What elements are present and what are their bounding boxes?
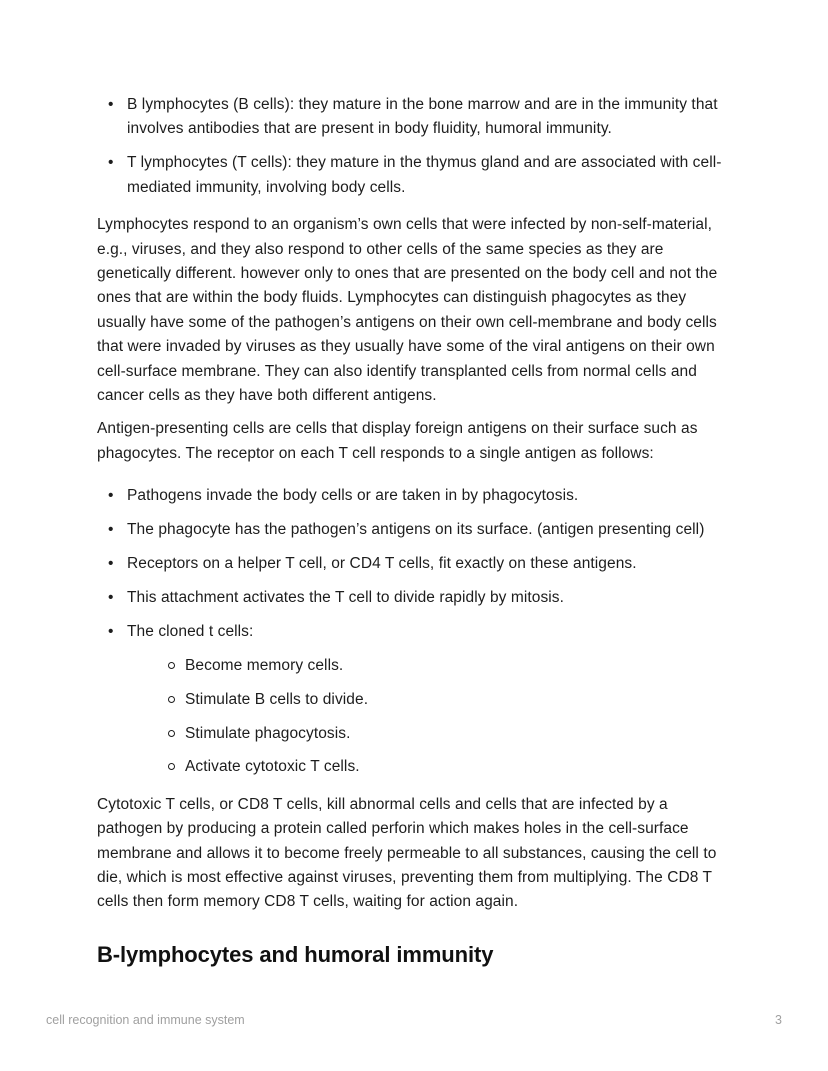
page-footer bbox=[46, 1011, 782, 1029]
spacer bbox=[97, 475, 729, 484]
hollow-bullet-icon bbox=[168, 730, 175, 737]
hollow-bullet-icon bbox=[168, 662, 175, 669]
list-item-text: This attachment activates the T cell to divide rapidly by mitosis. bbox=[127, 588, 565, 606]
paragraph-antigen-presenting: Antigen-presenting cells are cells that display foreign antigens on their surface such as phagocytes. The receptor on each T cell responds to a single antigen as follows: bbox=[97, 420, 698, 462]
page-number: 3 bbox=[775, 1013, 782, 1027]
bullet-icon: • bbox=[108, 96, 114, 113]
spacer bbox=[97, 780, 729, 793]
bullet-icon: • bbox=[108, 555, 114, 572]
lymphocyte-types-list bbox=[97, 93, 729, 200]
paragraph-cytotoxic-t-cells: Cytotoxic T cells, or CD8 T cells, kill abnormal cells and cells that are infected by a pathogen by producing a protein called perforin which makes holes in the cell-surface membrane and allows it to become freely permeable to all substances, causing the cell to die, which is most effective against viruses, preventing them from multiplying. The CD8 T cells then form memory CD8 T cells, waiting for action again. bbox=[97, 795, 717, 911]
list-item-text: B lymphocytes (B cells): they mature in the bone marrow and are in the immunity that involves antibodies that are present in body fluidity, humoral immunity. bbox=[127, 96, 718, 138]
list-item bbox=[97, 151, 729, 200]
sub-list-item-text: Become memory cells. bbox=[185, 656, 344, 674]
list-item-text: Pathogens invade the body cells or are taken in by phagocytosis. bbox=[127, 487, 579, 505]
list-item-text: The cloned t cells: bbox=[127, 622, 254, 640]
sub-list-item bbox=[127, 722, 729, 746]
bullet-icon: • bbox=[108, 154, 114, 172]
spacer bbox=[97, 200, 729, 213]
hollow-bullet-icon bbox=[168, 763, 175, 770]
list-item bbox=[97, 518, 729, 542]
sub-list-item-text: Stimulate B cells to divide. bbox=[185, 690, 369, 708]
list-item-text: The phagocyte has the pathogen’s antigens on its surface. (antigen presenting cell) bbox=[127, 521, 705, 539]
sub-list-item-text: Activate cytotoxic T cells. bbox=[185, 758, 360, 776]
sub-list-item-text: Stimulate phagocytosis. bbox=[185, 724, 351, 742]
bullet-icon: • bbox=[108, 487, 114, 505]
bullet-icon: • bbox=[108, 521, 114, 539]
sub-list-item bbox=[127, 688, 729, 712]
list-item-text: T lymphocytes (T cells): they mature in the thymus gland and are associated with cell-mediated immunity, involving body cells. bbox=[127, 154, 722, 196]
sub-list-item bbox=[127, 654, 729, 678]
list-item bbox=[97, 620, 729, 780]
document-content bbox=[97, 93, 729, 969]
cloned-t-cells-sub-list bbox=[127, 654, 729, 780]
list-item bbox=[97, 586, 729, 610]
paragraph-lymphocyte-response: Lymphocytes respond to an organism’s own cells that were infected by non-self-material, e.g., viruses, and they also respond to other cells of the same species as they are genetically different. however only to ones that are presented on the body cell and not the ones that are within the body fluids. Lymphocytes can distinguish phagocytes as they usually have some of the pathogen’s antigens on their own cell-membrane and body cells that were invaded by viruses as they usually have some of the viral antigens on their own cell-surface membrane. They can also identify transplanted cells from normal cells and cancer cells as they have both different antigens. bbox=[97, 216, 718, 404]
bullet-icon: • bbox=[108, 588, 114, 606]
bullet-icon: • bbox=[108, 622, 114, 640]
hollow-bullet-icon bbox=[168, 696, 175, 703]
sub-list-item bbox=[127, 755, 729, 779]
section-heading: B-lymphocytes and humoral immunity bbox=[97, 941, 494, 967]
list-item bbox=[97, 484, 729, 508]
list-item bbox=[97, 93, 729, 142]
footer-title: cell recognition and immune system bbox=[46, 1013, 245, 1027]
list-item-text: Receptors on a helper T cell, or CD4 T cells, fit exactly on these antigens. bbox=[127, 555, 637, 572]
t-cell-process-list bbox=[97, 484, 729, 780]
list-item bbox=[97, 552, 729, 576]
